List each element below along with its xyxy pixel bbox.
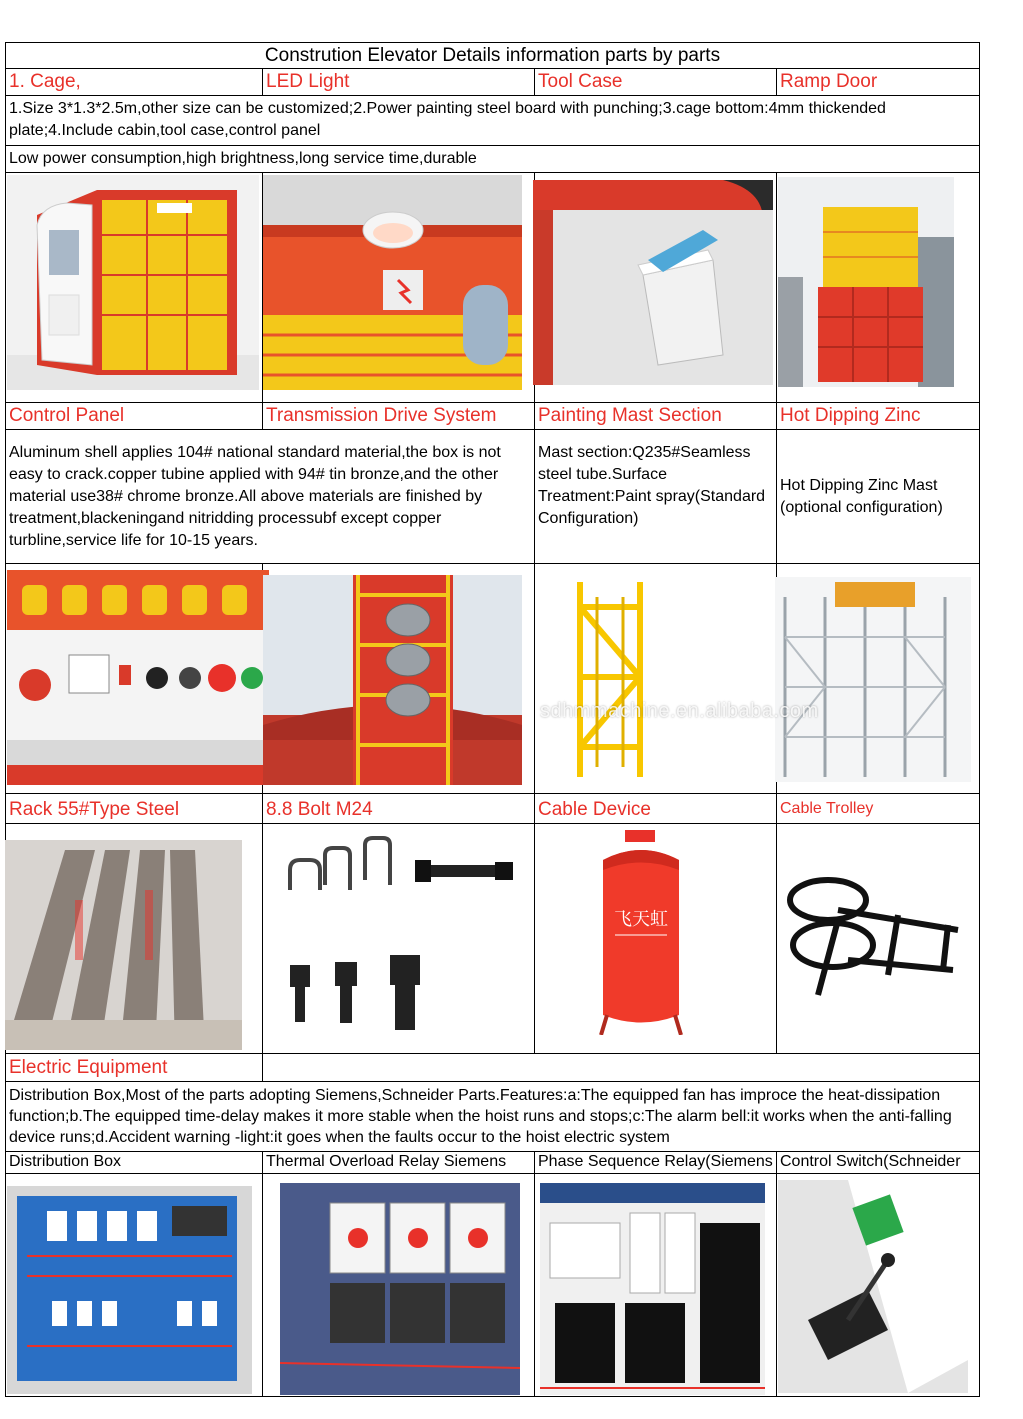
label-rack: Rack 55#Type Steel [9, 799, 180, 820]
row3-labels [6, 794, 979, 824]
control-switch-photo [778, 1180, 968, 1393]
cable-trolley-photo [778, 860, 974, 1010]
distribution-box-photo [7, 1186, 252, 1394]
label-led-light: LED Light [262, 69, 534, 95]
control-description: Aluminum shell applies 104# national standard material,the box is not easy to crack.copper tubine applied with 94# tin bronze,and the other material use38# chrome bronze.All above materials are finished by treatment,blackeningand nitridding processubf except copper turbline,service life for 10-15 years. [9, 444, 501, 549]
transmission-drive-photo [263, 575, 522, 785]
label-cable-device: Cable Device [534, 794, 776, 823]
painting-mast-photo [535, 577, 770, 782]
cable-drum-brand: 飞天虹 [614, 909, 668, 930]
title-row [6, 43, 979, 69]
watermark: sdhmmachine.en.alibaba.com [540, 700, 819, 722]
ramp-door-photo [778, 177, 954, 387]
bolt-photo [265, 830, 527, 1045]
label-distribution-box: Distribution Box [9, 1153, 122, 1170]
label-transmission: Transmission Drive System [262, 403, 534, 429]
label-cable-trolley: Cable Trolley [776, 794, 979, 823]
thermal-relay-photo [280, 1183, 520, 1395]
tool-case-photo [533, 180, 773, 385]
label-cage: 1. Cage, [9, 71, 81, 92]
cage-desc-row [6, 96, 979, 146]
phase-relay-photo [540, 1183, 765, 1395]
led-light-photo [263, 175, 522, 390]
label-control-panel: Control Panel [9, 405, 125, 426]
cage-description: 1.Size 3*1.3*2.5m,other size can be customized;2.Power painting steel board with punching;3.cage bottom:4mm thickended plate;4.Include cabin,tool case,control panel [9, 100, 886, 139]
label-phase-relay: Phase Sequence Relay(Siemens [534, 1152, 776, 1173]
electric-label-row [6, 1054, 979, 1082]
control-panel-photo [7, 570, 269, 785]
label-thermal-relay: Thermal Overload Relay Siemens [262, 1152, 534, 1173]
label-tool-case: Tool Case [534, 69, 776, 95]
electric-description: Distribution Box,Most of the parts adopting Siemens,Schneider Parts.Features:a:The equipped fan has improce the heat-dissipation function;b.The equipped time-delay makes it more stable when the hoist runs and stops;c:The alarm bell:it works when the anti-falling device runs;d.Accident warning -light:it goes when the faults occur to the hoist electric system [9, 1087, 952, 1146]
cable-drum-photo [595, 830, 687, 1035]
row2-desc [6, 430, 979, 564]
row1-labels [6, 69, 979, 96]
led-desc-row [6, 146, 979, 173]
label-hot-dipping-zinc: Hot Dipping Zinc [776, 403, 979, 429]
row2-labels [6, 403, 979, 430]
mast-description: Mast section:Q235#Seamless steel tube.Surface Treatment:Paint spray(Standard Configuration) [534, 430, 776, 563]
cage-photo [7, 175, 259, 390]
label-electric-equipment: Electric Equipment [9, 1057, 168, 1078]
rack-steel-photo [5, 840, 242, 1050]
electric-desc-row [6, 1082, 979, 1152]
label-ramp-door: Ramp Door [776, 69, 979, 95]
zinc-description: Hot Dipping Zinc Mast (optional configuration) [776, 430, 979, 563]
led-description: Low power consumption,high brightness,long service time,durable [9, 150, 477, 167]
label-bolt: 8.8 Bolt M24 [262, 794, 534, 823]
page-title: Constrution Elevator Details information parts by parts [264, 45, 721, 66]
row4-labels [6, 1152, 979, 1174]
label-control-switch: Control Switch(Schneider [776, 1152, 979, 1173]
hot-dipping-zinc-photo [775, 577, 971, 782]
label-painting-mast: Painting Mast Section [534, 403, 776, 429]
